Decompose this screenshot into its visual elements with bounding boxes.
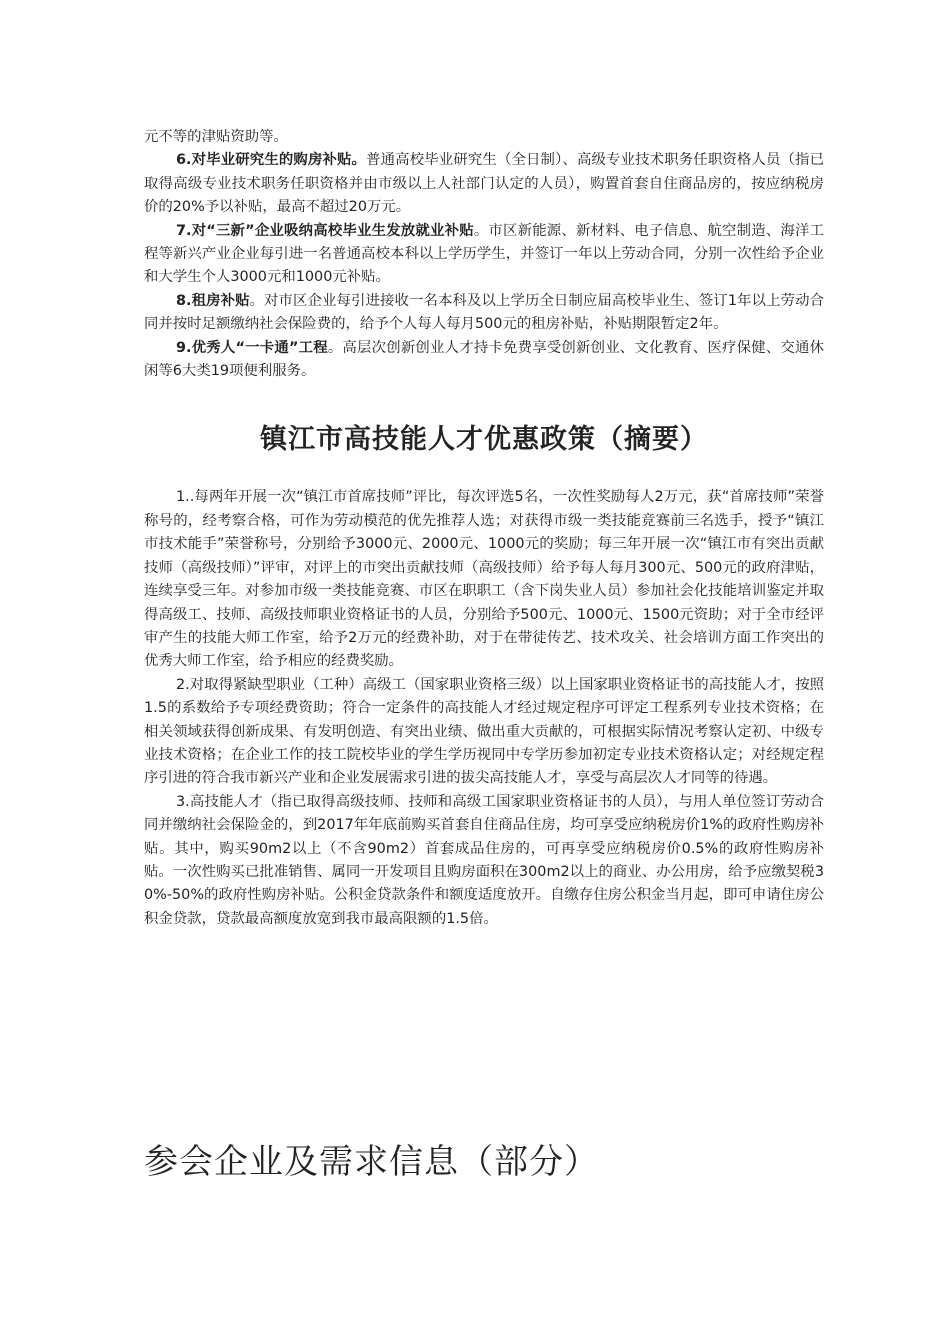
section-title-companies: 参会企业及需求信息（部分）: [144, 1142, 599, 1182]
policy-item-9: [144, 337, 824, 384]
policy-item-6: [144, 149, 824, 219]
policy-item-7-lead: 7.对“三新”企业吸纳高校毕业生发放就业补贴: [176, 222, 474, 239]
policy-item-9-lead: 9.优秀人“一卡通”工程: [176, 339, 328, 356]
document-body: [144, 126, 824, 931]
policy-item-8-lead: 8.租房补贴: [176, 292, 250, 309]
policy-item-9-body: 。高层次创新创业人才持卡免费享受创新创业、文化教育、医疗保健、交通休闲等6大类19项便利服务。: [144, 339, 824, 380]
skilled-policy-2: 2.对取得紧缺型职业（工种）高级工（国家职业资格三级）以上国家职业资格证书的高技能人才，按照1.5的系数给予专项经费资助；符合一定条件的高技能人才经过规定程序可评定工程系列专业技术资格；在相关领域获得创新成果、有发明创造、有突出业绩、做出重大贡献的，可根据实际情况考察认定初、中级专业技术资格；在企业工作的技工院校毕业的学生学历视同中专学历参加初定专业技术资格认定；对经规定程序引进的符合我市新兴产业和企业发展需求引进的拔尖高技能人才，享受与高层次人才同等的待遇。: [144, 676, 824, 787]
policy-item-8-body: 。对市区企业每引进接收一名本科及以上学历全日制应届高校毕业生、签订1年以上劳动合同并按时足额缴纳社会保险费的，给予个人每人每月500元的租房补贴，补贴期限暂定2年。: [144, 292, 824, 333]
policy-item-7-body: 。市区新能源、新材料、电子信息、航空制造、海洋工程等新兴产业企业每引进一名普通高校本科以上学历学生，并签订一年以上劳动合同，分别一次性给予企业和大学生个人3000元和1000元补贴。: [144, 222, 824, 286]
continued-text: 元不等的津贴资助等。: [144, 129, 288, 145]
policy-item-7: [144, 220, 824, 290]
skilled-policy-3: 3.高技能人才（指已取得高级技师、技师和高级工国家职业资格证书的人员），与用人单位签订劳动合同并缴纳社会保险金的，到2017年年底前购买首套自住商品住房，均可享受应纳税房价1%的政府性购房补贴。其中，购买90m2以上（不含90m2）首套成品住房的，可再享受应纳税房价0.5%的政府性购房补贴。一次性购买已批准销售、属同一开发项目且购房面积在300m2以上的商业、办公用房，给予应缴契税30%-50%的政府性购房补贴。公积金贷款条件和额度适度放开。自缴存住房公积金当月起，即可申请住房公积金贷款，贷款最高额度放宽到我市最高限额的1.5倍。: [144, 793, 824, 927]
skilled-policy-1: 1..每两年开展一次“镇江市首席技师”评比，每次评选5名，一次性奖励每人2万元，获“首席技师”荣誉称号的，经考察合格，可作为劳动模范的优先推荐人选；对获得市级一类技能竞赛前三名选手，授予“镇江市技术能手”荣誉称号，分别给予3000元、2000元、1000元的奖励；每三年开展一次“镇江市有突出贡献技师（高级技师）”评审，对评上的市突出贡献技师（高级技师）给予每人每月300元、500元的政府津贴，连续享受三年。对参加市级一类技能竞赛、市区在职职工（含下岗失业人员）参加社会化技能培训鉴定并取得高级工、技师、高级技师职业资格证书的人员，分别给予500元、1000元、1500元资助；对于全市经评审产生的技能大师工作室，给予2万元的经费补助，对于在带徒传艺、技术攻关、社会培训方面工作突出的优秀大师工作室，给予相应的经费奖励。: [144, 489, 824, 670]
policy-item-6-body: 普通高校毕业研究生（全日制）、高级专业技术职务任职资格人员（指已取得高级专业技术职务任职资格并由市级以上人社部门认定的人员），购置首套自住商品房的，按应纳税房价的20%予以补贴，最高不超过20万元。: [144, 152, 824, 216]
policy-item-6-lead: 6.对毕业研究生的购房补贴。: [176, 152, 367, 169]
policy-item-8: [144, 290, 824, 337]
section-title-skilled-talent: 镇江市高技能人才优惠政策（摘要）: [260, 424, 708, 456]
